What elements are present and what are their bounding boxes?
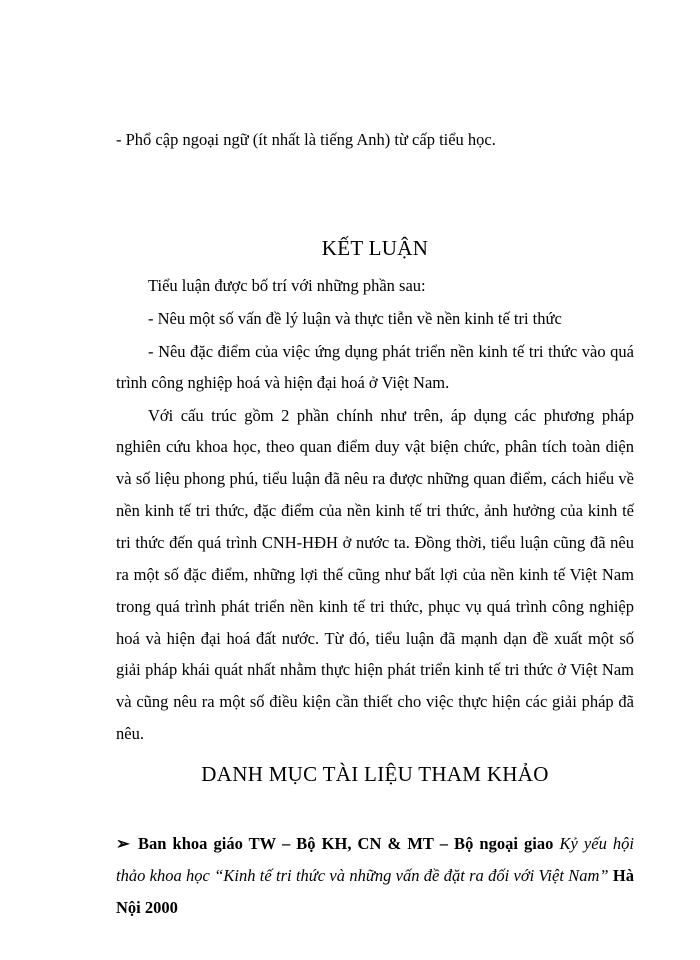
conclusion-paragraph-line: và cũng nêu ra một số điều kiện cần thiết cho việc thực hiện các giải pháp đã <box>116 692 634 711</box>
reference-line-3 <box>116 898 634 918</box>
conclusion-paragraph-line: Với cấu trúc gồm 2 phần chính như trên, áp dụng các phương pháp <box>148 406 634 425</box>
reference-authors: Ban khoa giáo TW – Bộ KH, CN & MT – Bộ ngoại giao <box>138 834 554 853</box>
reference-line-1 <box>116 834 634 854</box>
arrow-bullet-icon: ➢ <box>116 834 130 853</box>
reference-line-2 <box>116 866 634 886</box>
conclusion-lead: Tiểu luận được bố trí với những phần sau: <box>148 276 426 295</box>
conclusion-bullet-1: - Nêu một số vấn đề lý luận và thực tiễn về nền kinh tế tri thức <box>148 309 562 328</box>
conclusion-bullet-2-line-2: trình công nghiệp hoá và hiện đại hoá ở Việt Nam. <box>116 373 450 392</box>
conclusion-bullet-2-line-1: - Nêu đặc điểm của việc ứng dụng phát triển nền kinh tế tri thức vào quá <box>148 342 634 361</box>
reference-place-part-1: Hà <box>612 866 634 885</box>
conclusion-paragraph-line: giải pháp khái quát nhất nhằm thực hiện phát triển kinh tế tri thức ở Việt Nam <box>116 660 634 679</box>
conclusion-paragraph-line: nghiên cứu khoa học, theo quan điểm duy vật biện chức, phân tích toàn diện <box>116 437 634 456</box>
reference-title-part-1: Kỷ yếu hội <box>559 834 634 853</box>
conclusion-paragraph-line: nêu. <box>116 724 144 743</box>
reference-title-part-2: thảo khoa học “Kinh tế tri thức và những vấn đề đặt ra đối với Việt Nam” <box>116 866 609 885</box>
reference-place-part-2: Nội 2000 <box>116 898 178 917</box>
conclusion-paragraph-line: tri thức đến quá trình CNH-HĐH ở nước ta. Đồng thời, tiểu luận cũng đã nêu <box>116 533 634 552</box>
conclusion-paragraph-line: nền kinh tế tri thức, đặc điểm của nền kinh tế tri thức, ảnh hưởng của kinh tế <box>116 501 634 520</box>
conclusion-paragraph-line: ra một số đặc điểm, những lợi thế cũng như bất lợi của nền kinh tế Việt Nam <box>116 565 634 584</box>
conclusion-heading: KẾT LUẬN <box>321 236 429 260</box>
conclusion-paragraph-line: hoá và hiện đại hoá đất nước. Từ đó, tiểu luận đã mạnh dạn đề xuất một số <box>116 629 634 648</box>
conclusion-paragraph-line: và số liệu phong phú, tiểu luận đã nêu ra được những quan điểm, cách hiểu về <box>116 469 634 488</box>
conclusion-paragraph-line: trong quá trình phát triển nền kinh tế tri thức, phục vụ quá trình công nghiệp <box>116 597 634 616</box>
intro-bullet: - Phổ cập ngoại ngữ (ít nhất là tiếng Anh) từ cấp tiểu học. <box>116 130 496 149</box>
references-heading: DANH MỤC TÀI LIỆU THAM KHẢO <box>201 762 549 786</box>
